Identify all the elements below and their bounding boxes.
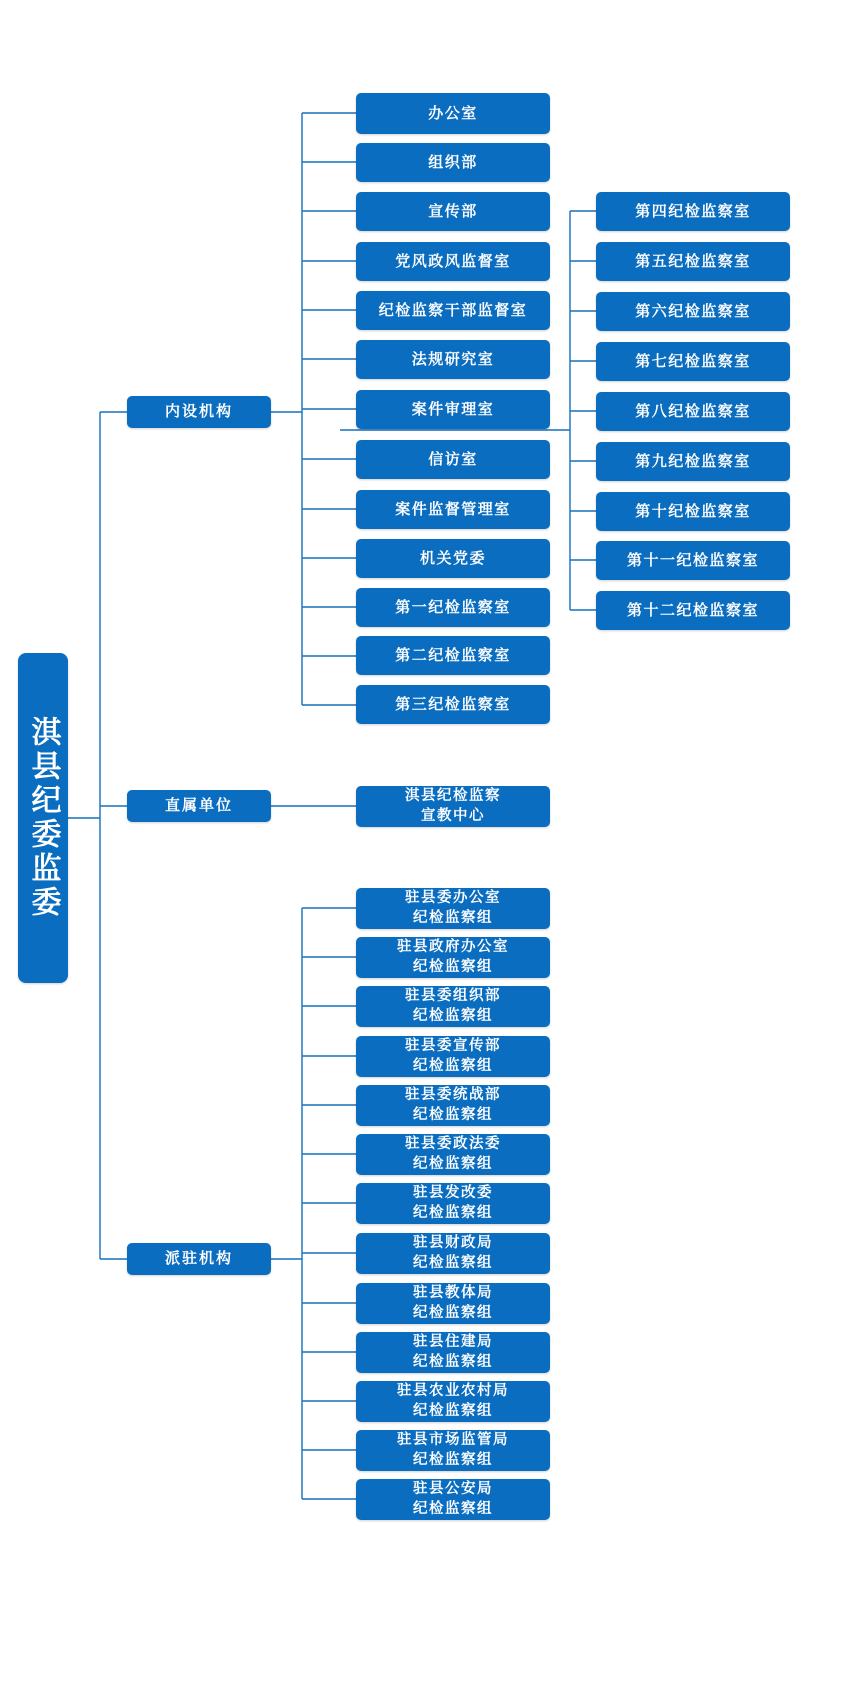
stationed-unit-4[interactable]: [356, 1036, 550, 1077]
internal-unit-8[interactable]: 信访室: [356, 440, 550, 479]
direct-unit-1[interactable]: [356, 786, 550, 827]
stationed-unit-7-line1: 驻县发改委: [413, 1184, 493, 1201]
stationed-unit-2[interactable]: [356, 937, 550, 978]
stationed-unit-9-line1: 驻县教体局: [413, 1284, 493, 1301]
internal-unit-17[interactable]: 第七纪检监察室: [596, 342, 790, 381]
stationed-unit-6-line2: 纪检监察组: [413, 1155, 493, 1172]
internal-unit-16[interactable]: 第六纪检监察室: [596, 292, 790, 331]
internal-unit-7[interactable]: 案件审理室: [356, 390, 550, 429]
stationed-unit-7[interactable]: [356, 1183, 550, 1224]
stationed-unit-12[interactable]: [356, 1430, 550, 1471]
direct-unit-1-line2: 宣教中心: [421, 807, 485, 824]
stationed-unit-11-line2: 纪检监察组: [413, 1402, 493, 1419]
stationed-unit-6-line1: 驻县委政法委: [405, 1135, 501, 1152]
internal-unit-19[interactable]: 第九纪检监察室: [596, 442, 790, 481]
stationed-unit-10-line2: 纪检监察组: [413, 1353, 493, 1370]
stationed-unit-11-line1: 驻县农业农村局: [397, 1382, 509, 1399]
stationed-unit-1-line2: 纪检监察组: [413, 909, 493, 926]
internal-unit-15[interactable]: 第五纪检监察室: [596, 242, 790, 281]
stationed-unit-10-line1: 驻县住建局: [413, 1333, 493, 1350]
stationed-unit-12-line1: 驻县市场监管局: [397, 1431, 509, 1448]
internal-unit-21[interactable]: 第十一纪检监察室: [596, 541, 790, 580]
stationed-unit-3-line2: 纪检监察组: [413, 1007, 493, 1024]
internal-unit-12[interactable]: 第二纪检监察室: [356, 636, 550, 675]
internal-unit-6[interactable]: 法规研究室: [356, 340, 550, 379]
stationed-unit-4-line1: 驻县委宣传部: [405, 1037, 501, 1054]
stationed-unit-1[interactable]: [356, 888, 550, 929]
internal-unit-4[interactable]: 党风政风监督室: [356, 242, 550, 281]
stationed-unit-8-line2: 纪检监察组: [413, 1254, 493, 1271]
internal-unit-13[interactable]: 第三纪检监察室: [356, 685, 550, 724]
stationed-unit-8[interactable]: [356, 1233, 550, 1274]
category-stationed[interactable]: 派驻机构: [127, 1243, 271, 1275]
stationed-unit-2-line1: 驻县政府办公室: [397, 938, 509, 955]
stationed-unit-10[interactable]: [356, 1332, 550, 1373]
stationed-unit-5-line2: 纪检监察组: [413, 1106, 493, 1123]
internal-unit-14[interactable]: 第四纪检监察室: [596, 192, 790, 231]
stationed-unit-5[interactable]: [356, 1085, 550, 1126]
stationed-unit-13-line2: 纪检监察组: [413, 1500, 493, 1517]
stationed-unit-6[interactable]: [356, 1134, 550, 1175]
direct-unit-1-line1: 淇县纪检监察: [405, 787, 501, 804]
stationed-unit-5-line1: 驻县委统战部: [405, 1086, 501, 1103]
stationed-unit-13-line1: 驻县公安局: [413, 1480, 493, 1497]
internal-unit-20[interactable]: 第十纪检监察室: [596, 492, 790, 531]
stationed-unit-11[interactable]: [356, 1381, 550, 1422]
internal-unit-10[interactable]: 机关党委: [356, 539, 550, 578]
internal-unit-1[interactable]: 办公室: [356, 93, 550, 134]
internal-unit-2[interactable]: 组织部: [356, 143, 550, 182]
stationed-unit-3[interactable]: [356, 986, 550, 1027]
category-direct[interactable]: 直属单位: [127, 790, 271, 822]
stationed-unit-9-line2: 纪检监察组: [413, 1304, 493, 1321]
internal-unit-5[interactable]: 纪检监察干部监督室: [356, 291, 550, 330]
internal-unit-9[interactable]: 案件监督管理室: [356, 490, 550, 529]
stationed-unit-1-line1: 驻县委办公室: [405, 889, 501, 906]
internal-unit-11[interactable]: 第一纪检监察室: [356, 588, 550, 627]
stationed-unit-3-line1: 驻县委组织部: [405, 987, 501, 1004]
stationed-unit-9[interactable]: [356, 1283, 550, 1324]
category-internal[interactable]: 内设机构: [127, 396, 271, 428]
internal-unit-3[interactable]: 宣传部: [356, 192, 550, 231]
stationed-unit-13[interactable]: [356, 1479, 550, 1520]
stationed-unit-12-line2: 纪检监察组: [413, 1451, 493, 1468]
stationed-unit-7-line2: 纪检监察组: [413, 1204, 493, 1221]
internal-unit-18[interactable]: 第八纪检监察室: [596, 392, 790, 431]
internal-unit-22[interactable]: 第十二纪检监察室: [596, 591, 790, 630]
stationed-unit-8-line1: 驻县财政局: [413, 1234, 493, 1251]
stationed-unit-4-line2: 纪检监察组: [413, 1057, 493, 1074]
root-node[interactable]: 淇县纪委监委: [18, 653, 68, 983]
stationed-unit-2-line2: 纪检监察组: [413, 958, 493, 975]
